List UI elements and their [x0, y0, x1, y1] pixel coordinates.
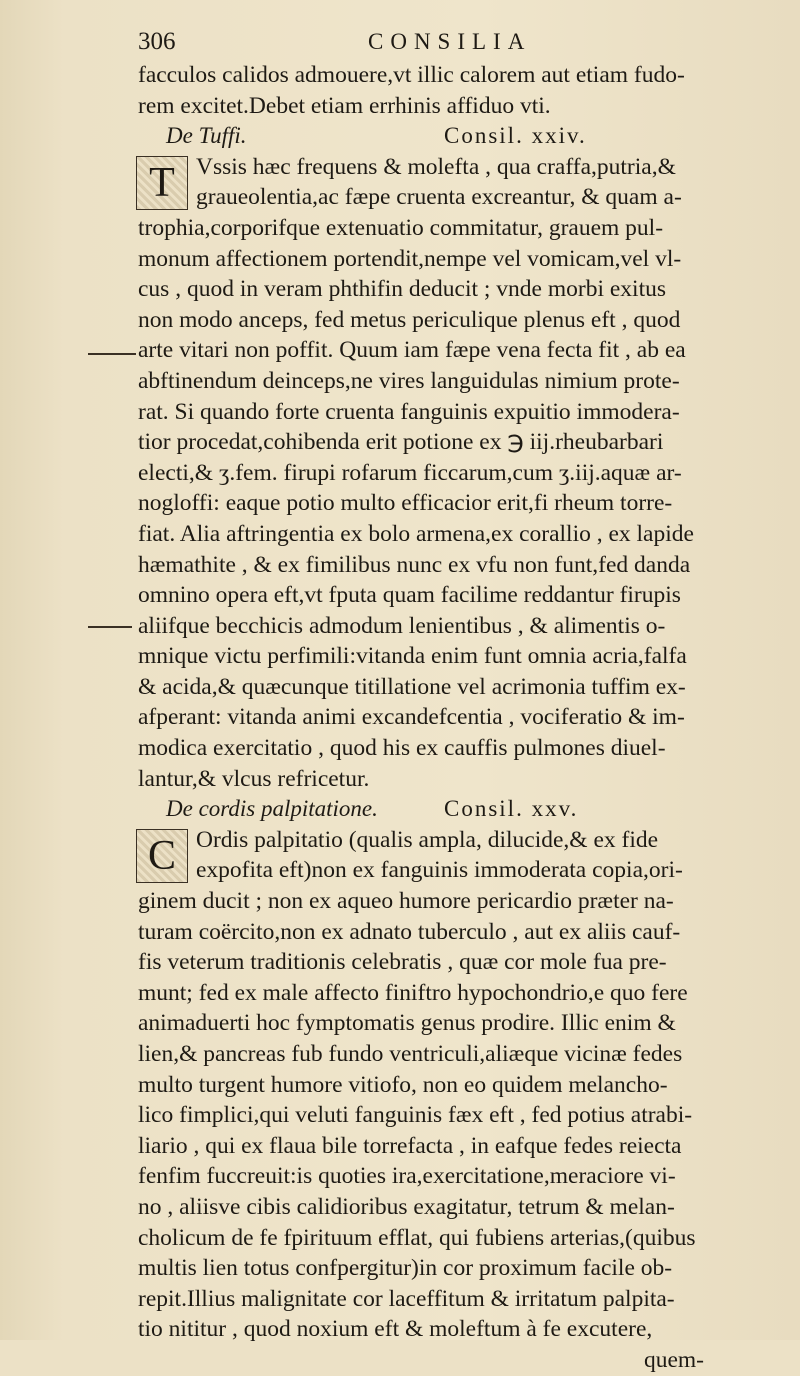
- text-line: lantur,& vlcus refricetur.: [138, 765, 370, 792]
- text-line: abftinendum deinceps,ne vires languidulas nimium prote-: [138, 367, 680, 394]
- text-line: & acida,& quæcunque titillatione vel acrimonia tuffim ex-: [138, 673, 686, 700]
- text-line: turam coërcito,non ex adnato tuberculo , aut ex aliis cauf-: [138, 918, 681, 945]
- text-line: graueolentia,ac fæpe cruenta excreantur, & quam a-: [196, 184, 682, 211]
- text-line: monum affectionem portendit,nempe vel vomicam,vel vl-: [138, 245, 682, 272]
- consilium-number: Consil. xxiv.: [444, 123, 587, 149]
- catchword: quem-: [643, 1346, 704, 1373]
- section-title: De Tuffi.: [166, 123, 247, 149]
- text-line: rat. Si quando forte cruenta fanguinis expuitio immodera-: [138, 398, 680, 425]
- section-title: De cordis palpitatione.: [166, 796, 378, 822]
- text-line: rem excitet.Debet etiam errhinis affiduo vti.: [138, 92, 551, 119]
- text-line: Ordis palpitatio (qualis ampla, dilucide,& ex fide: [196, 826, 659, 853]
- folio-number: 306: [138, 28, 176, 55]
- text-line: omnino opera eft,vt fputa quam facilime reddantur firupis: [138, 582, 681, 609]
- running-title: CONSILIA: [368, 29, 532, 54]
- text-line: non modo anceps, fed metus periculique plenus eft , quod: [138, 306, 681, 333]
- continuation-text: [138, 60, 752, 121]
- page-header: [138, 28, 752, 58]
- text-line: expofita eft)non ex fanguinis immoderata copia,ori-: [196, 857, 683, 884]
- text-line: trophia,corporifque extenuatio commitatur, grauem pul-: [138, 214, 664, 241]
- consilium-number: Consil. xxv.: [444, 796, 579, 822]
- text-line: cholicum de fe fpirituum efflat, qui fubiens arterias,(quibus: [138, 1224, 696, 1251]
- section-body-palpitatio: [138, 825, 752, 1345]
- text-line: fenfim fuccreuit:is quoties ira,exercitatione,meraciore vi-: [138, 1163, 676, 1190]
- decorated-initial: C: [136, 829, 188, 883]
- text-line: mnique victu perfimili:vitanda enim funt omnia acria,falfa: [138, 643, 687, 670]
- decorated-initial: T: [136, 156, 188, 210]
- text-line: repit.Illius malignitate cor laceffitum & irritatum palpita-: [138, 1285, 675, 1312]
- text-line: no , aliisve cibis calidioribus exagitatur, tetrum & melan-: [138, 1193, 675, 1220]
- text-line: fiat. Alia aftringentia ex bolo armena,ex corallio , ex lapide: [138, 520, 694, 547]
- section-heading-tussis: [138, 121, 752, 152]
- text-line: electi,& ʒ.fem. firupi rofarum ficcarum,cum ʒ.iij.aquæ ar-: [138, 459, 682, 486]
- text-line: liario , qui ex flaua bile torrefacta , in eafque fedes reiecta: [138, 1132, 682, 1159]
- margin-mark: [88, 353, 136, 355]
- text-line: hæmathite , & ex fimilibus nunc ex vfu non funt,fed danda: [138, 551, 691, 578]
- text-line: nogloffi: eaque potio multo efficacior erit,fi rheum torre-: [138, 490, 673, 517]
- section-body-tussis: [138, 152, 752, 794]
- text-line: aliifque becchicis admodum lenientibus , & alimentis o-: [138, 612, 666, 639]
- text-line: tio nititur , quod noxium eft & moleftum à fe excutere,: [138, 1316, 653, 1343]
- text-line: Vssis hæc frequens & molefta , qua craffa,putria,&: [196, 153, 676, 180]
- text-line: fis veterum traditionis celebratis , quæ cor mole fua pre-: [138, 949, 667, 976]
- margin-mark: [88, 626, 132, 628]
- text-line: animaduerti hoc fymptomatis genus prodire. Illic enim &: [138, 1010, 676, 1037]
- text-line: lico fimplici,qui veluti fanguinis fæx eft , fed potius atrabi-: [138, 1102, 693, 1129]
- section-heading-palpitatio: [138, 794, 752, 825]
- text-line: facculos calidos admouere,vt illic calorem aut etiam fudo-: [138, 62, 685, 88]
- text-line: arte vitari non poffit. Quum iam fæpe vena fecta fit , ab ea: [138, 337, 686, 364]
- text-line: lien,& pancreas fub fundo ventriculi,aliæque vicinæ fedes: [138, 1041, 683, 1067]
- text-line: multo turgent humore vitiofo, non eo quidem melancho-: [138, 1071, 668, 1098]
- text-line: cus , quod in veram phthifin deducit ; vnde morbi exitus: [138, 276, 667, 303]
- text-line: tior procedat,cohibenda erit potione ex ℈ iij.rheubarbari: [138, 429, 664, 456]
- text-line: multis lien totus confpergitur)in cor proximum facile ob-: [138, 1255, 673, 1282]
- text-line: afperant: vitanda animi excandefcentia , vociferatio & im-: [138, 704, 685, 731]
- text-line: ginem ducit ; non ex aqueo humore pericardio præter na-: [138, 888, 674, 915]
- text-line: munt; fed ex male affecto finiftro hypochondrio,e quo fere: [138, 979, 688, 1006]
- text-line: modica exercitatio , quod his ex cauffis pulmones diuel-: [138, 735, 666, 762]
